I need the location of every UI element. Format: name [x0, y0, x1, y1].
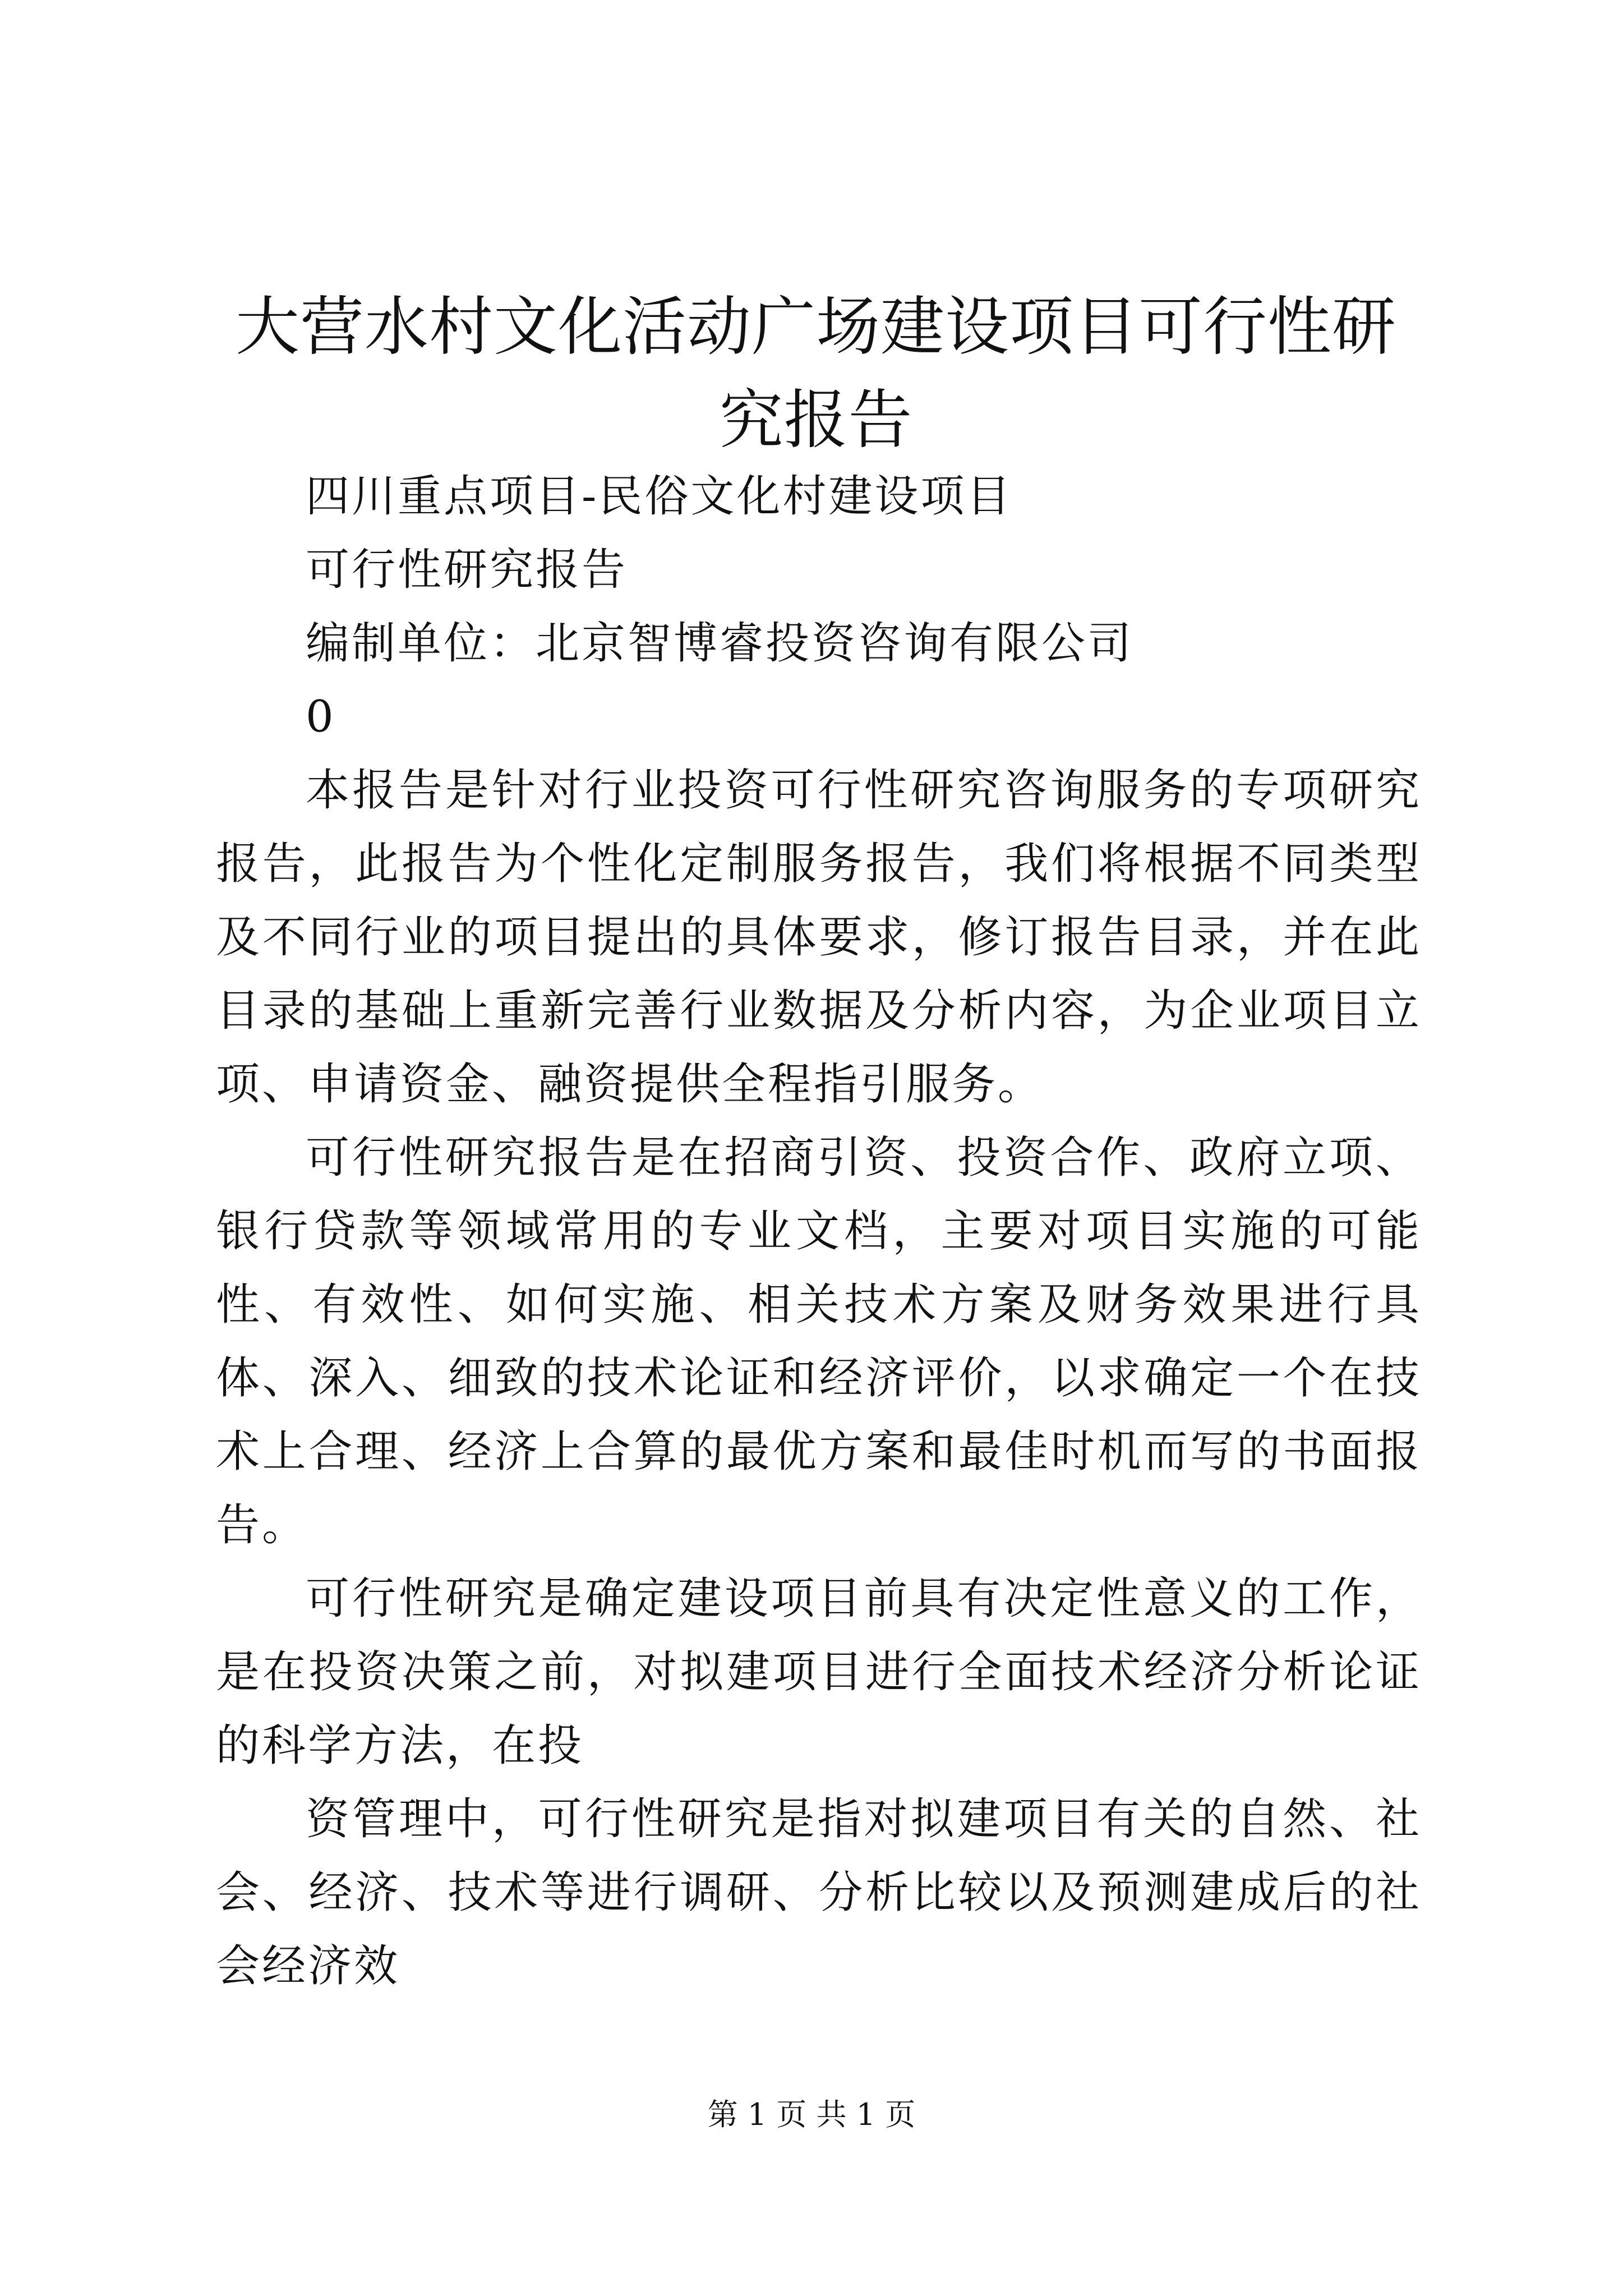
project-name-line: 四川重点项目-民俗文化村建设项目 — [306, 471, 1013, 522]
compiler-line: 编制单位：北京智博睿投资咨询有限公司 — [306, 618, 1134, 669]
report-type-line: 可行性研究报告 — [306, 545, 628, 595]
document-title: 大营水村文化活动广场建设项目可行性研究报告 — [235, 289, 1396, 457]
document-body — [216, 460, 1422, 2003]
paragraph-4: 资管理中，可行性研究是指对拟建项目有关的自然、社会、经济、技术等进行调研、分析比较以及预测建成后的社会经济效 — [216, 1794, 1422, 1991]
page-footer: 第 1 页 共 1 页 — [707, 2097, 916, 2132]
paragraph-1: 本报告是针对行业投资可行性研究咨询服务的专项研究报告，此报告为个性化定制服务报告，我们将根据不同类型及不同行业的项目提出的具体要求，修订报告目录，并在此目录的基础上重新完善行业数据及分析内容，为企业项目立项、申请资金、融资提供全程指引服务。 — [216, 765, 1422, 1110]
paragraph-3: 可行性研究是确定建设项目前具有决定性意义的工作，是在投资决策之前，对拟建项目进行全面技术经济分析论证的科学方法，在投 — [216, 1573, 1422, 1771]
paragraph-2: 可行性研究报告是在招商引资、投资合作、政府立项、银行贷款等领域常用的专业文档，主要对项目实施的可能性、有效性、如何实施、相关技术方案及财务效果进行具体、深入、细致的技术论证和经济评价，以求确定一个在技术上合理、经济上合算的最优方案和最佳时机而写的书面报告。 — [216, 1133, 1422, 1550]
number-line: 0 — [306, 692, 336, 742]
